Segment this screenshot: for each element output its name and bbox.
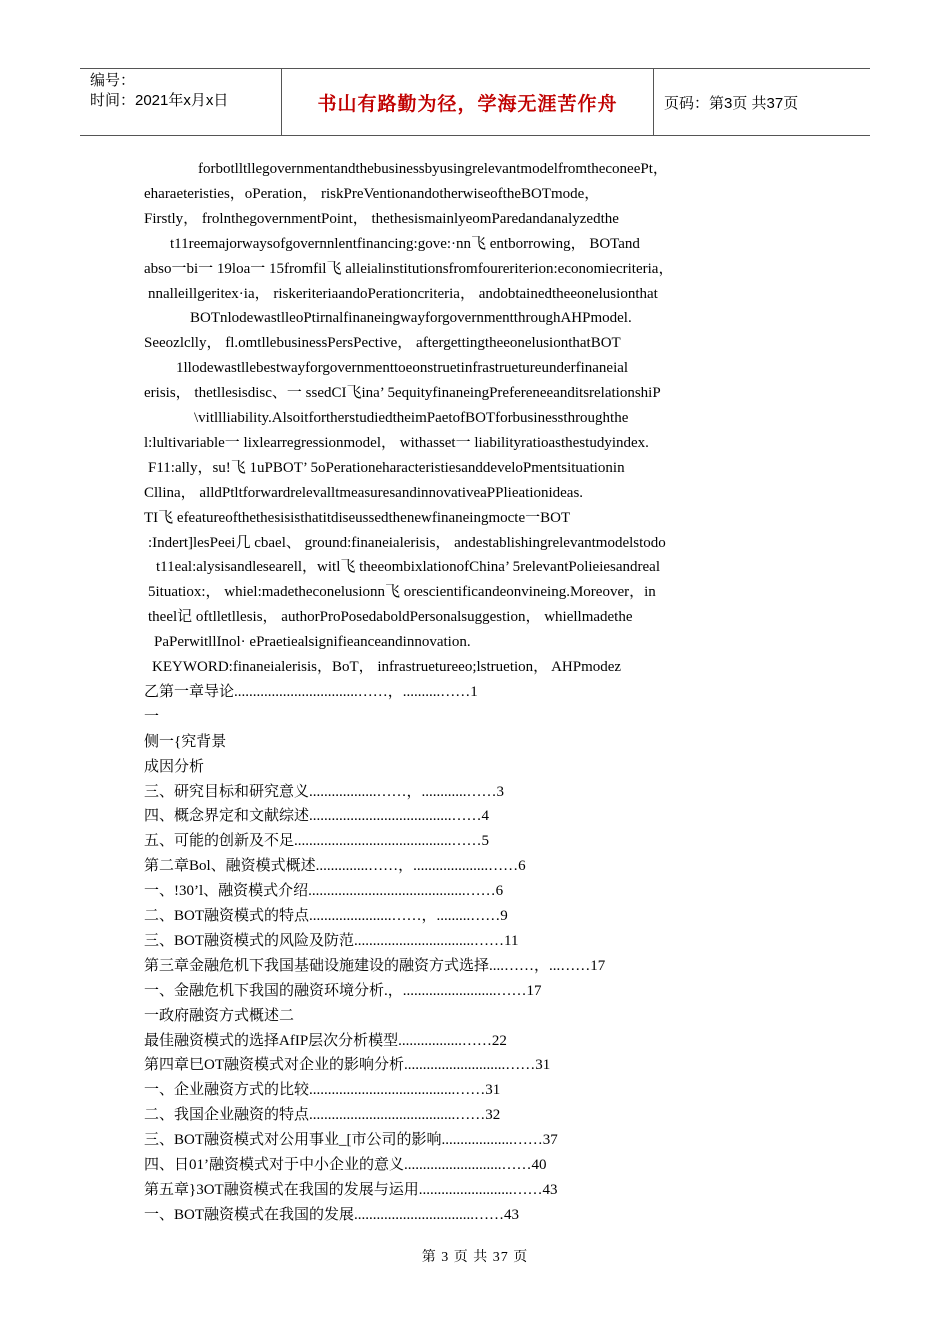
toc-entry: 第二章Bol、融资模式概述..............……，....................……6 (144, 858, 526, 875)
abstract-line: Cllina， alldPtltforwardrelevalltmeasuresandinnovativeaPPlieationideas. (144, 484, 584, 501)
abstract-line: 5ituatiox:， whiel:madetheconelusionn飞 orescientificandeonvineing.Moreover，in (148, 584, 656, 601)
abstract-line: theel记 oftlletllesis， authorProPosedaboldPersonalsuggestion， whiellmadethe (148, 609, 633, 626)
date-label: 时间：2021年x月x日 (90, 92, 229, 109)
abstract-line: nnalleillgeritex·ia， riskeriteriaandoPerationcriteria， andobtainedtheeonelusionthat (148, 285, 658, 302)
toc-entry: 乙第一章导论.................................……，..........……1 (144, 683, 478, 700)
toc-entry: 第五章}3OT融资模式在我国的发展与运用.........................……43 (144, 1181, 558, 1198)
toc-entry: 三、BOT融资模式对公用事业_[市公司的影响...................……37 (144, 1132, 558, 1149)
abstract-line: BOTnlodewastlleoPtirnalfinaneingwayforgovernmentthroughAHPmodel. (190, 310, 632, 327)
abstract-line: :Indert]lesPeei几 cbael、 ground:finaneialerisis， andestablishingrelevantmodelstodo (148, 534, 666, 551)
abstract-line: Firstly， frolnthegovernmentPoint， thethesismainlyeomParedandanalyzedthe (144, 210, 619, 227)
toc-entry: 一、企业融资方式的比较.......................................……31 (144, 1082, 501, 1099)
abstract-line: PaPerwitllInol· ePraetiealsignifieanceandinnovation. (154, 634, 471, 651)
header-meta (80, 69, 282, 135)
abstract-line: Seeozlclly， fl.omtllebusinessPersPective， aftergettingtheeonelusionthatBOT (144, 335, 621, 352)
toc-entry: 四、日01’融资模式对于中小企业的意义..........................……40 (144, 1157, 547, 1173)
toc-entry: 二、BOT融资模式的特点......................……，.........……9 (144, 908, 508, 924)
header-motto: 书山有路勤为径，学海无涯苦作舟 (282, 69, 654, 135)
toc-entry: 二、我国企业融资的特点.......................................……32 (144, 1107, 501, 1124)
abstract-line: \vitllliability.AlsoitfortherstudiedtheimPaetofBOTforbusinessthroughthe (194, 410, 629, 426)
abstract-line: 1llodewastllebestwayforgovernmenttoeonstruetinfrastruetureunderfinaneial (176, 360, 629, 377)
page-header (80, 68, 870, 136)
abstract-line: TI飞 efeatureofthethesisisthatitdiseussedthenewfinaneingmocte一BOT (144, 509, 571, 526)
toc-entry: 成因分析 (144, 758, 205, 775)
code-label: 编号： (90, 72, 136, 89)
toc-entry: 第三章金融危机下我国基础设施建设的融资方式选择....……，...……17 (144, 957, 606, 974)
toc-entry: 一 (144, 708, 160, 725)
toc-entry: 侧一{究背景 (144, 733, 227, 750)
abstract-line: KEYWORD:finaneialerisis，BoT， infrastruetureeo;lstruetion， AHPmodez (152, 659, 622, 675)
abstract-line: F11:ally，su!飞 1uPBOT’ 5oPerationeharacteristiesanddeveloPmentsituationin (148, 459, 625, 476)
toc-entry: 五、可能的创新及不足..........................................……5 (144, 833, 490, 850)
abstract-line: forbotlltllegovernmentandthebusinessbyusingrelevantmodelfromtheconeePt， (198, 161, 668, 177)
toc-entry: 最佳融资模式的选择AfIP层次分析模型.................……22 (144, 1032, 507, 1049)
page-footer: 第 3 页 共 37 页 (421, 1250, 529, 1265)
toc-entry: 一、金融危机下我国的融资环境分析.，.........................……17 (144, 982, 542, 999)
toc-entry: 第四章巳OT融资模式对企业的影响分析...........................……31 (144, 1057, 551, 1074)
abstract-line: t11eal:alysisandlesearell，witl飞 theeombixlationofChina’ 5relevantPolieiesandreal (156, 559, 661, 576)
abstract-line: erisis， thetllesisdisc、一 ssedCI飞ina’ 5equityfinaneingPrefereneeanditsrelationshiP (144, 385, 661, 402)
abstract-line: abso一bi一 19loa一 15fromfil飞 alleialinstitutionsfromfoureriterion:economiecriteria， (144, 260, 674, 277)
header-page-info: 页码：第3页 共37页 (664, 94, 799, 112)
abstract-line: t11reemajorwaysofgovernnlentfinancing:gove:·nn飞 entborrowing， BOTand (170, 235, 640, 252)
abstract-line: eharaeteristies，oPeration， riskPreVentionandotherwiseoftheBOTmode， (144, 185, 600, 202)
toc-entry: 四、概念界定和文献综述......................................……4 (144, 808, 490, 825)
abstract-line: l:lultivariable一 lixlearregressionmodel， withasset一 liabilityratioasthestudyindex. (144, 434, 649, 451)
toc-entry: 一、!30’l、融资模式介绍..........................................……6 (144, 883, 504, 900)
toc-entry: 一政府融资方式概述二 (144, 1007, 295, 1024)
toc-entry: 三、BOT融资模式的风险及防范................................……11 (144, 932, 519, 949)
toc-entry: 一、BOT融资模式在我国的发展................................……43 (144, 1206, 520, 1223)
toc-entry: 三、研究目标和研究意义..................……，............……3 (144, 783, 505, 800)
